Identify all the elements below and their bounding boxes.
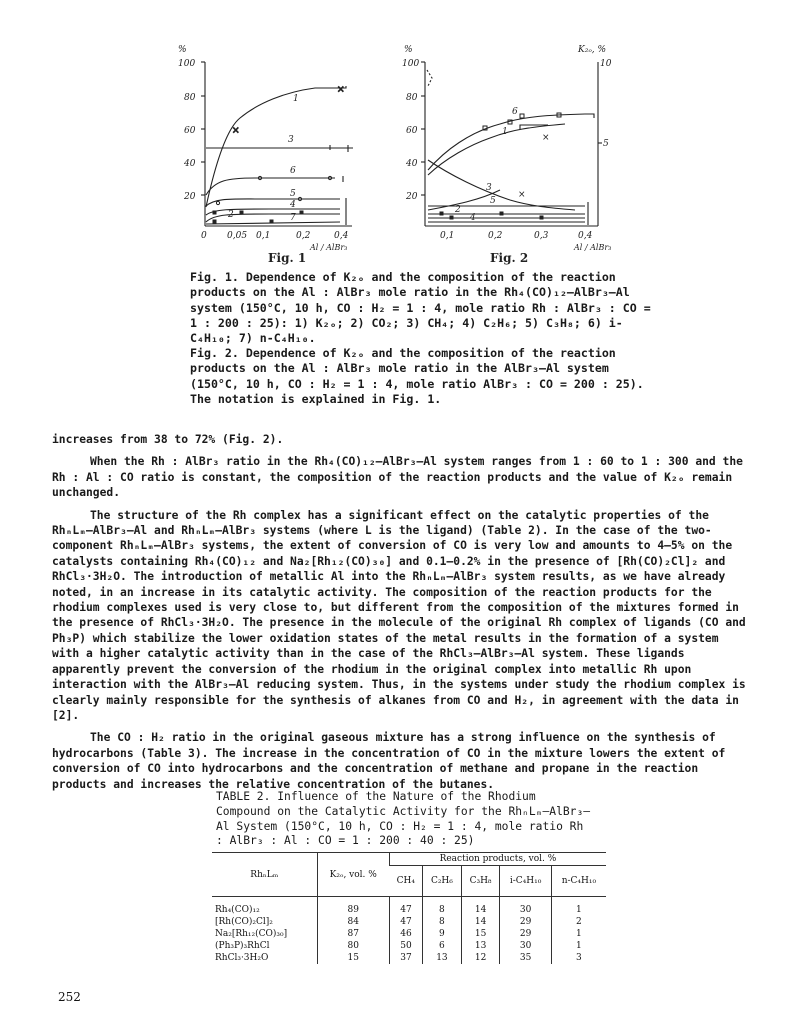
fig1-caption <box>190 270 660 346</box>
article-body <box>52 432 752 799</box>
fig1-x-label: Al / AlBr₃ <box>310 243 348 252</box>
table-header-ic4h10: i-C₄H₁₀ <box>500 866 551 897</box>
table-cell: 9 <box>423 928 462 940</box>
table-row <box>212 897 606 917</box>
fig1-curve-label-5: 5 <box>290 189 296 199</box>
table-row <box>212 916 606 928</box>
table-cell: 1 <box>551 928 606 940</box>
fig1-y-tick-100: 100 <box>178 59 196 69</box>
fig2-y-tick-100: 100 <box>402 59 420 69</box>
table-cell: 13 <box>461 940 500 952</box>
fig1-title: Fig. 1 <box>268 251 307 265</box>
table-cell: 80 <box>317 940 389 952</box>
paragraph-3: The structure of the Rh complex has a significant effect on the catalytic properties of the RhₙLₘ–AlBr₃–Al and RhₙLₘ–AlBr₃ systems (where L is the ligand) (Table 2). In the case of the two-component RhₙLₘ–AlBr₃ systems, the extent of conversion of CO is very low and amounts to 4–5% on the catalysts containing Rh₄(CO)₁₂ and Na₂[Rh₁₂(CO)₃₀] and 0.1–0.2% in the presence of [Rh(CO)₂Cl]₂ and RhCl₃·3H₂O. The introduction of metallic Al into the RhₙLₘ–AlBr₃ system results, as we have already noted, in an increase in its catalytic activity. The composition of the reaction products for the rhodium complexes used is very close to, but different from the composition of the mixtures formed in the presence of RhCl₃·3H₂O. The presence in the molecule of the original Rh complex of ligands (CO and Ph₃P) which stabilize the lower oxidation states of the metal results in the formation of a system with a higher catalytic activity than in the case of the RhCl₃–AlBr₃–Al system. These ligands apparently prevent the conversion of the rhodium in the original complex into metallic Rh upon interaction with the AlBr₃–Al reducing system. Thus, in the systems under study the rhodium complex is clearly mainly responsible for the synthesis of alkanes from CO and H₂, in agreement with the data in [2]. <box>52 508 746 722</box>
table-row <box>212 940 606 952</box>
fig2-curve-6 <box>428 114 585 170</box>
fig2-x-tick-03: 0,3 <box>534 231 549 241</box>
table-header-kco: K₂ₒ, vol. % <box>317 853 389 897</box>
table-row <box>212 928 606 940</box>
table-cell: 1 <box>551 940 606 952</box>
fig2-curve-label-2: 2 <box>455 205 461 215</box>
table-cell: 13 <box>423 952 462 964</box>
svg-text:×: × <box>232 126 240 136</box>
table-row <box>212 952 606 964</box>
fig1-x-tick-04: 0,4 <box>334 231 349 241</box>
table-header-c3h8: C₃H₈ <box>461 866 500 897</box>
fig2-title: Fig. 2 <box>490 251 529 265</box>
page-number: 252 <box>58 990 81 1004</box>
table-header-nc4h10: n-C₄H₁₀ <box>551 866 606 897</box>
fig1-y-tick-20: 20 <box>184 192 196 202</box>
fig1-curve-6 <box>206 178 335 195</box>
fig2-y-tick-40: 40 <box>406 159 418 169</box>
table-cell: 50 <box>389 940 422 952</box>
fig1-caption-text: Fig. 1. Dependence of K₂ₒ and the composition of the reaction products on the Al : AlBr₃ mole ratio in the Rh₄(CO)₁₂–AlBr₃–Al system (150°C, 10 h, CO : H₂ = 1 : 4, mole ratio Rh : AlBr₃ : CO = 1 : 200 : 25): 1) K₂ₒ; 2) CO₂; 3) CH₄; 4) C₂H₆; 5) C₃H₈; 6) i-C₄H₁₀; 7) n-C₄H₁₀. <box>190 270 651 346</box>
fig2-chart <box>421 62 602 226</box>
fig1-curve-label-1: 1 <box>293 94 299 104</box>
table-cell: 14 <box>461 897 500 917</box>
fig2-y-unit: % <box>404 45 413 55</box>
fig2-x-label: Al / AlBr₃ <box>574 243 612 252</box>
fig1-y-tick-80: 80 <box>184 93 196 103</box>
fig2-curve-label-6: 6 <box>512 107 518 117</box>
fig2-labels <box>402 45 612 265</box>
table-header-ch4: CH₄ <box>389 866 422 897</box>
fig1-x-tick-005: 0,05 <box>227 231 248 241</box>
table-cell: 3 <box>551 952 606 964</box>
table-cell: [Rh(CO)₂Cl]₂ <box>215 917 273 927</box>
table-cell: 29 <box>500 928 551 940</box>
table-header-c2h6: C₂H₆ <box>423 866 462 897</box>
fig2-right-tick-10: 10 <box>600 59 612 69</box>
table-cell: 89 <box>317 897 389 917</box>
fig1-chart <box>201 62 353 226</box>
fig1-y-unit: % <box>178 45 187 55</box>
table-cell: 84 <box>317 916 389 928</box>
table-cell: 14 <box>461 916 500 928</box>
fig1-x-tick-0: 0 <box>201 231 207 241</box>
table-cell: Na₂[Rh₁₂(CO)₃₀] <box>215 929 288 939</box>
table-cell: 1 <box>551 897 606 917</box>
table-cell: 15 <box>461 928 500 940</box>
table-cell: 47 <box>389 897 422 917</box>
paragraph-1: increases from 38 to 72% (Fig. 2). <box>52 433 284 446</box>
fig2-x-tick-01: 0,1 <box>440 231 455 241</box>
fig1-labels <box>178 45 349 265</box>
table-cell: 30 <box>500 940 551 952</box>
svg-text:×: × <box>337 85 345 95</box>
fig2-curve-label-1: 1 <box>502 127 508 137</box>
fig1-markers <box>213 85 345 223</box>
fig2-y-tick-80: 80 <box>406 93 418 103</box>
paragraph-2: When the Rh : AlBr₃ ratio in the Rh₄(CO)₁₂–AlBr₃–Al system ranges from 1 : 60 to 1 : 300 and the Rh : Al : CO ratio is constant, the composition of the reaction products and the value of K₂ₒ remain unchanged. <box>52 455 743 500</box>
table-cell: RhCl₃·3H₂O <box>215 953 269 963</box>
table-cell: 12 <box>461 952 500 964</box>
fig1-curve-label-2: 2 <box>228 210 234 220</box>
table-cell: 29 <box>500 916 551 928</box>
fig2-right-tick-5: 5 <box>603 139 609 149</box>
fig1-curve-5 <box>206 199 340 206</box>
fig2-markers <box>440 113 561 219</box>
fig1-curve-label-4: 4 <box>290 200 296 210</box>
fig2-x-tick-04: 0,4 <box>578 231 593 241</box>
fig2-x-tick-02: 0,2 <box>488 231 503 241</box>
table-cell: 8 <box>423 916 462 928</box>
table-cell: (Ph₃P)₃RhCl <box>215 941 270 951</box>
fig2-y-tick-60: 60 <box>406 126 418 136</box>
fig2-y-tick-20: 20 <box>406 192 418 202</box>
svg-text:×: × <box>518 190 526 200</box>
table-group-header: Reaction products, vol. % <box>389 853 606 866</box>
table-cell: 47 <box>389 916 422 928</box>
fig1-curve-label-6: 6 <box>290 166 296 176</box>
fig2-dashed <box>427 70 432 86</box>
fig1-y-tick-60: 60 <box>184 126 196 136</box>
fig2-curve-label-3: 3 <box>486 183 492 193</box>
fig2-right-unit: K₂ₒ, % <box>578 45 607 55</box>
fig2-curve-6-end <box>585 114 594 118</box>
table-caption: TABLE 2. Influence of the Nature of the Rhodium Compound on the Catalytic Activity for the RhₙLₘ–AlBr₃–Al System (150°C, 10 h, CO : H₂ = 1 : 4, mole ratio Rh : AlBr₃ : Al : CO = 1 : 200 : 40 : 25) <box>216 790 591 848</box>
table-cell: 15 <box>317 952 389 964</box>
fig2-curve-k <box>428 160 575 210</box>
fig2-caption <box>190 346 660 407</box>
fig2-caption-text: Fig. 2. Dependence of K₂ₒ and the composition of the reaction products on the Al : AlBr₃ mole ratio in the AlBr₃–Al system (150°C, 10 h, CO : H₂ = 1 : 4, mole ratio AlBr₃ : CO = 200 : 25). The notation is explained in Fig. 1. <box>190 346 644 406</box>
fig1-curve-label-7: 7 <box>290 213 296 223</box>
table-header-rhlm: RhₙLₘ <box>212 853 317 897</box>
table-cell: 46 <box>389 928 422 940</box>
fig1-x-tick-01: 0,1 <box>256 231 271 241</box>
svg-text:×: × <box>542 133 550 143</box>
figures <box>0 0 807 272</box>
fig1-curve-label-3: 3 <box>288 135 294 145</box>
paragraph-4: The CO : H₂ ratio in the original gaseous mixture has a strong influence on the synthesis of hydrocarbons (Table 3). The increase in the concentration of CO in the mixture lowers the extent of conversion of CO into hydrocarbons and the concentration of methane and propane in the reaction products and increases the relative concentration of the butanes. <box>52 731 726 791</box>
fig1-y-tick-40: 40 <box>184 159 196 169</box>
fig2-curve-label-4: 4 <box>470 213 476 223</box>
table-cell: 6 <box>423 940 462 952</box>
table-cell: 2 <box>551 916 606 928</box>
table-cell: 30 <box>500 897 551 917</box>
table-cell: Rh₄(CO)₁₂ <box>215 905 260 915</box>
table-2 <box>212 852 606 964</box>
table-cell: 37 <box>389 952 422 964</box>
table-cell: 8 <box>423 897 462 917</box>
table-cell: 35 <box>500 952 551 964</box>
table-cell: 87 <box>317 928 389 940</box>
fig2-curve-label-5: 5 <box>490 196 496 206</box>
fig1-x-tick-02: 0,2 <box>296 231 311 241</box>
